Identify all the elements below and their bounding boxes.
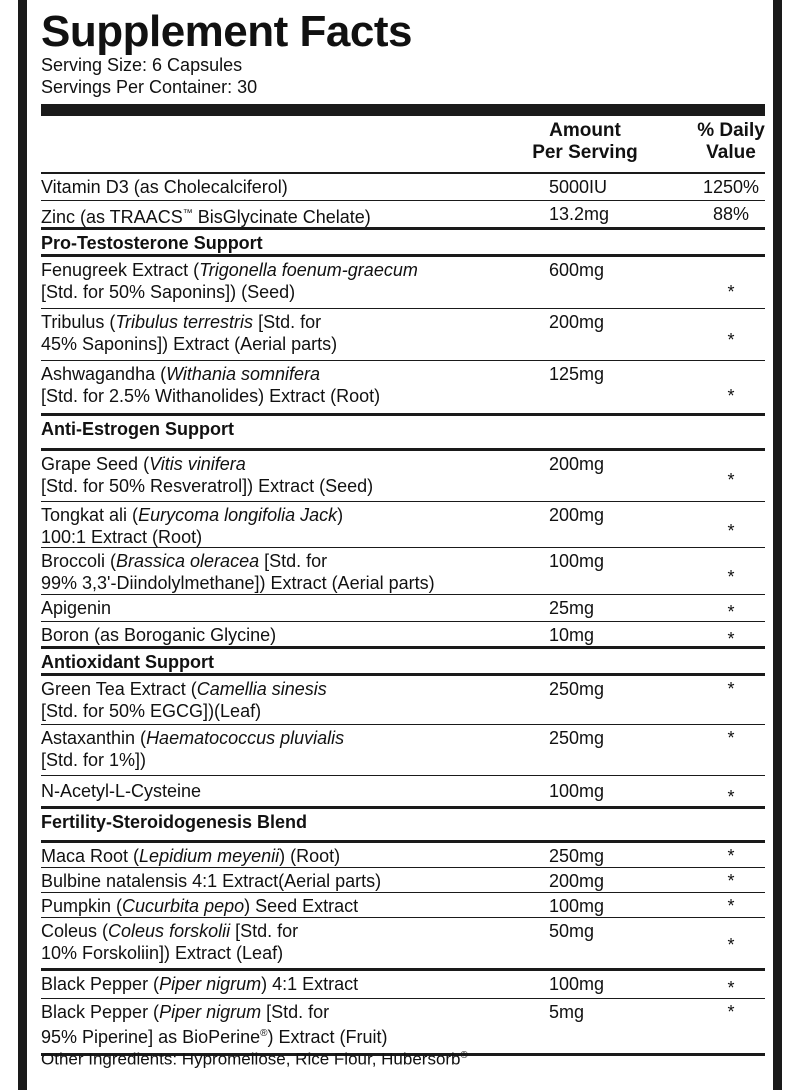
serving-size: Serving Size: 6 Capsules [41,55,243,75]
ingredient-amount: 200mg [549,312,605,332]
ingredient-amount: 25mg [549,598,595,618]
table-row [41,174,765,201]
ingredient-amount: 5mg [549,1002,585,1022]
ingredient-name: Pumpkin (Cucurbita pepo) Seed Extract [41,896,359,916]
ingredient-name: Apigenin [41,598,112,618]
ingredient-name: Maca Root (Lepidium meyenii) (Root) [41,846,341,866]
amount-header-line2: Per Serving [532,142,638,163]
dv-header-line2: Value [706,142,756,163]
ingredient-name: Bulbine natalensis 4:1 Extract(Aerial parts) [41,871,382,891]
section-header [41,416,765,451]
table-row [41,309,765,361]
dv-asterisk: * [727,602,735,622]
nutrient-dv: 1250% [702,177,760,197]
latin-name: Vitis vinifera [149,454,246,474]
section-header [41,809,765,843]
table-row [41,725,765,776]
supplement-facts-panel [18,0,782,1090]
trademark-mark: ™ [182,208,193,219]
ingredient-name: Black Pepper (Piper nigrum [Std. for 95% Piperine] as BioPerine®) Extract (Fruit) [41,1002,388,1047]
table-row [41,451,765,502]
ingredient-name: Black Pepper (Piper nigrum) 4:1 Extract [41,974,359,994]
table-row [41,201,765,230]
dv-asterisk: * [727,871,735,891]
ingredient-amount: 100mg [549,974,605,994]
table-row [41,868,765,893]
ingredient-amount: 100mg [549,896,605,916]
table-row [41,676,765,725]
ingredient-amount: 250mg [549,679,605,699]
nutrient-amount: 5000IU [549,177,608,197]
section-title: Antioxidant Support [41,652,214,672]
table-row [41,971,765,999]
latin-name: Brassica oleracea [116,551,260,571]
latin-name: Camellia sinesis [196,679,327,699]
dv-asterisk: * [727,846,735,866]
amount-header-line1: Amount [549,120,621,141]
dv-asterisk: * [727,567,735,587]
table-row [41,361,765,416]
registered-mark: ® [260,1028,268,1039]
dv-asterisk: * [727,282,735,302]
dv-asterisk: * [727,728,735,748]
latin-name: Piper nigrum [159,1002,262,1022]
table-row [41,622,765,649]
panel-title: Supplement Facts [41,7,412,56]
servings-per-container: Servings Per Container: 30 [41,77,258,97]
ingredient-amount: 10mg [549,625,595,645]
latin-name: Eurycoma longifolia Jack [138,505,338,525]
ingredient-name: Astaxanthin (Haematococcus pluvialis [Std. for 1%]) [41,728,345,770]
ingredient-amount: 200mg [549,454,605,474]
name-part: Zinc (as TRAACS [41,207,183,227]
latin-name: Coleus forskolii [108,921,231,941]
section-header [41,230,765,257]
ingredient-amount: 200mg [549,505,605,525]
dv-asterisk: * [727,521,735,541]
nutrient-name: Vitamin D3 (as Cholecalciferol) [41,177,288,197]
divider-thick [41,104,765,116]
ingredient-name: Fenugreek Extract (Trigonella foenum-graecum [Std. for 50% Saponins]) (Seed) [41,260,418,302]
ingredient-amount: 125mg [549,364,605,384]
dv-asterisk: * [727,470,735,490]
ingredient-name: Boron (as Boroganic Glycine) [41,625,277,645]
latin-name: Trigonella foenum-graecum [199,260,418,280]
registered-mark: ® [460,1050,468,1061]
ingredient-name: Tribulus (Tribulus terrestris [Std. for 45% Saponins]) Extract (Aerial parts) [41,312,338,354]
ingredient-name: N-Acetyl-L-Cysteine [41,781,202,801]
name-part: BisGlycinate Chelate) [192,207,371,227]
dv-asterisk: * [727,1002,735,1022]
dv-asterisk: * [727,330,735,350]
dv-asterisk: * [727,978,735,998]
latin-name: Piper nigrum [159,974,262,994]
dv-asterisk: * [727,935,735,955]
nutrient-dv: 88% [712,204,750,224]
ingredient-amount: 250mg [549,728,605,748]
section-title: Anti-Estrogen Support [41,419,234,439]
other-ingredients: Other Ingredients: Hypromellose, Rice Flour, Hubersorb® [41,1049,468,1069]
table-row [41,502,765,548]
dv-asterisk: * [727,896,735,916]
table-row [41,918,765,971]
ingredient-name: Ashwagandha (Withania somnifera [Std. for 2.5% Withanolides) Extract (Root) [41,364,381,406]
latin-name: Lepidium meyenii [139,846,280,866]
dv-header [681,120,781,164]
ingredient-amount: 100mg [549,551,605,571]
ingredient-amount: 200mg [549,871,605,891]
ingredient-name: Broccoli (Brassica oleracea [Std. for 99% 3,3'-Diindolylmethane]) Extract (Aerial parts) [41,551,435,593]
dv-asterisk: * [727,386,735,406]
latin-name: Withania somnifera [166,364,320,384]
table-row [41,257,765,309]
column-header [41,116,765,174]
table-row [41,595,765,622]
ingredient-name: Grape Seed (Vitis vinifera [Std. for 50% Resveratrol]) Extract (Seed) [41,454,374,496]
ingredient-name: Green Tea Extract (Camellia sinesis [Std. for 50% EGCG])(Leaf) [41,679,327,721]
table-row [41,893,765,918]
section-title: Fertility-Steroidogenesis Blend [41,812,308,832]
table-row [41,548,765,595]
ingredient-amount: 600mg [549,260,605,280]
ingredient-name: Tongkat ali (Eurycoma longifolia Jack) 100:1 Extract (Root) [41,505,344,547]
ingredient-amount: 100mg [549,781,605,801]
dv-header-line1: % Daily [697,120,765,141]
latin-name: Tribulus terrestris [115,312,254,332]
dv-asterisk: * [727,679,735,699]
dv-asterisk: * [727,787,735,807]
section-header [41,649,765,676]
table-row [41,776,765,809]
latin-name: Cucurbita pepo [122,896,245,916]
ingredient-name: Coleus (Coleus forskolii [Std. for 10% Forskoliin]) Extract (Leaf) [41,921,299,963]
dv-asterisk: * [727,629,735,649]
nutrient-name [41,203,521,228]
nutrient-amount: 13.2mg [549,204,610,224]
ingredient-amount: 50mg [549,921,595,941]
latin-name: Haematococcus pluvialis [146,728,345,748]
section-title: Pro-Testosterone Support [41,233,263,253]
table-row [41,843,765,868]
ingredient-amount: 250mg [549,846,605,866]
amount-header [525,120,645,164]
